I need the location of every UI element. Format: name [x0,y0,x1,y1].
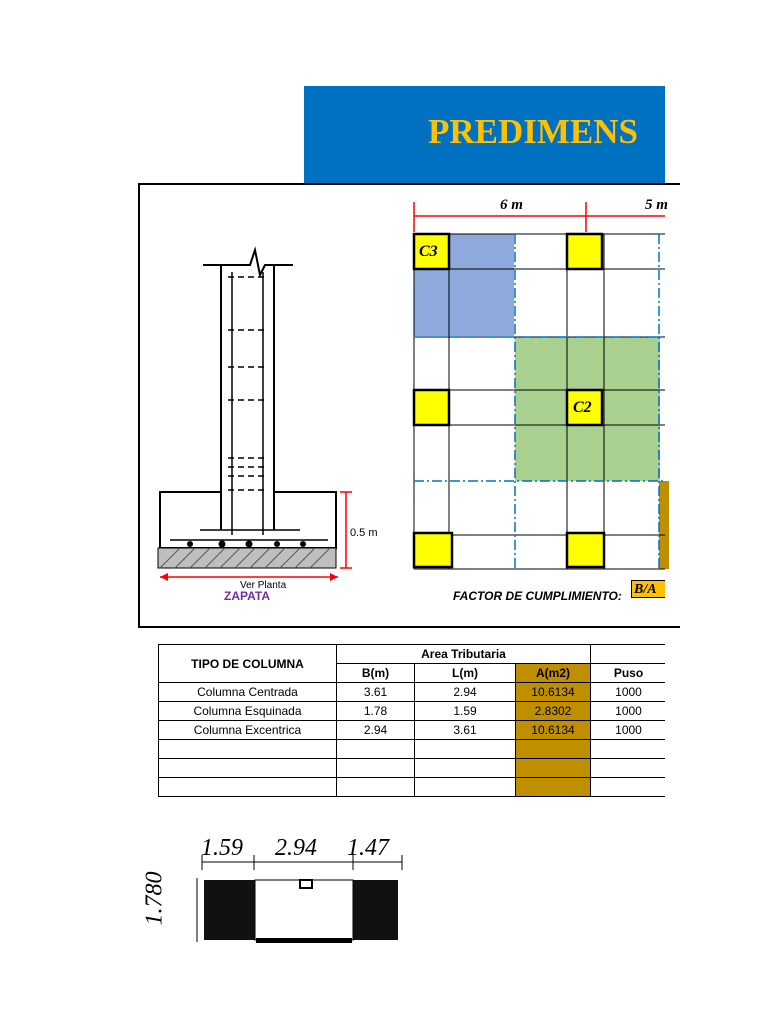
plan-view [414,202,669,569]
columns-table [158,644,667,797]
header-puso: Puso [591,664,667,683]
mini-dim-side: 1.780 [141,871,168,926]
header-l: L(m) [415,664,516,683]
column-c2-label: C2 [573,399,592,416]
column-bottom-left [414,533,452,567]
cell-a: 10.6134 [516,683,591,702]
table-row [159,683,667,702]
cell-b: 2.94 [337,721,415,740]
page-title: PREDIMENS [428,112,639,151]
header-a: A(m2) [516,664,591,683]
column-c3-label: C3 [419,243,438,260]
factor-box: B/A [631,580,665,598]
header-tipo: TIPO DE COLUMNA [159,645,337,683]
cell-tipo: Columna Excentrica [159,721,337,740]
column-top-mid [567,234,602,269]
span-1-label: 6 m [500,197,523,213]
tributary-area-edge [659,481,669,569]
cell-l: 2.94 [415,683,516,702]
mini-dim-3: 1.47 [347,835,389,861]
cell-l: 3.61 [415,721,516,740]
cell-b: 1.78 [337,702,415,721]
header-b: B(m) [337,664,415,683]
cell-puso: 1000 [591,702,667,721]
zapata-label: ZAPATA [224,589,270,603]
cell-l: 1.59 [415,702,516,721]
cell-tipo: Columna Esquinada [159,702,337,721]
header-area-tributaria: Area Tributaria [337,645,591,664]
cell-tipo: Columna Centrada [159,683,337,702]
table-row [159,721,667,740]
mini-dim-1: 1.59 [201,835,243,861]
factor-label: FACTOR DE CUMPLIMIENTO: [453,589,622,603]
cell-b: 3.61 [337,683,415,702]
table-row-empty [159,778,667,797]
table-row [159,702,667,721]
span-2-label: 5 m [645,197,668,213]
table-row-empty [159,759,667,778]
mini-dim-2: 2.94 [275,835,317,861]
cell-puso: 1000 [591,683,667,702]
footing-section [158,250,352,581]
cell-puso: 1000 [591,721,667,740]
footing-depth-label: 0.5 m [350,527,378,539]
column-bottom-mid [567,533,604,567]
ver-planta-label: Ver Planta [240,580,287,591]
cell-a: 2.8302 [516,702,591,721]
table-row-empty [159,740,667,759]
column-left-mid [414,390,449,425]
cell-a: 10.6134 [516,721,591,740]
